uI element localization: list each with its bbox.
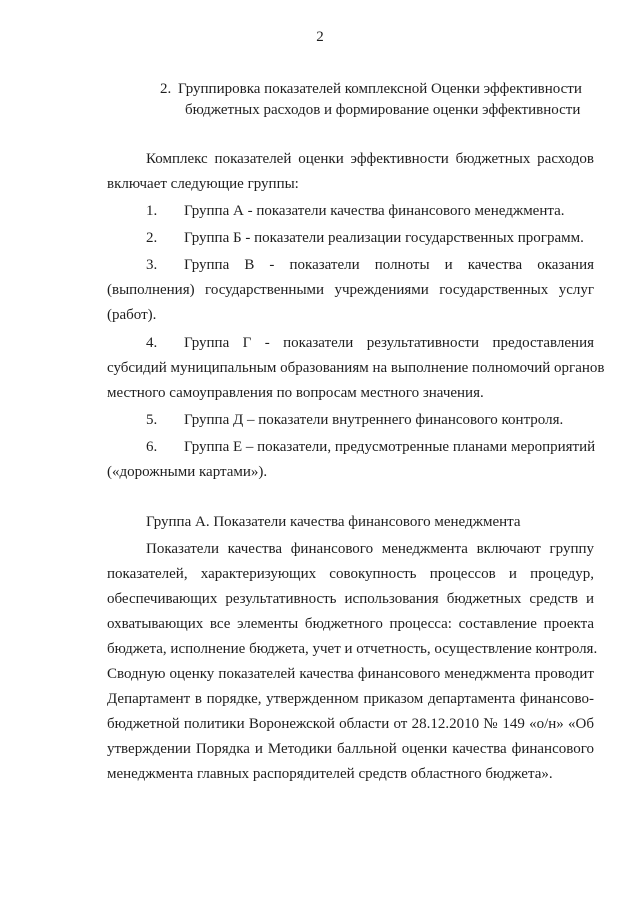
group-2-number: 2.: [146, 230, 158, 246]
intro-line-2: включает следующие группы:: [107, 176, 299, 192]
group-a-paragraph-line-7: Департамент в порядке, утвержденном приказом департамента финансово-: [107, 691, 594, 707]
section-heading-line-1: Группировка показателей комплексной Оценки эффективности: [178, 81, 582, 97]
group-4-text-line-2: субсидий муниципальным образованиям на выполнение полномочий органов: [107, 360, 605, 376]
intro-line-1: Комплекс показателей оценки эффективности бюджетных расходов: [146, 151, 594, 167]
group-a-paragraph-line-6: Сводную оценку показателей качества финансового менеджмента проводит: [107, 666, 594, 682]
group-3-number: 3.: [146, 257, 158, 273]
group-3-text-line-2: (выполнения) государственными учреждениями государственных услуг: [107, 282, 594, 298]
group-4-number: 4.: [146, 335, 158, 351]
group-a-paragraph-line-1: Показатели качества финансового менеджмента включают группу: [146, 541, 594, 557]
group-a-paragraph-line-2: показателей, характеризующих совокупность процессов и процедур,: [107, 566, 594, 582]
group-a-paragraph-line-9: утверждении Порядка и Методики балльной оценки качества финансового: [107, 741, 594, 757]
group-3-text-line-1: Группа В - показатели полноты и качества оказания: [184, 257, 594, 273]
group-a-paragraph-line-4: охватывающих все элементы бюджетного процесса: составление проекта: [107, 616, 594, 632]
group-5-text: Группа Д – показатели внутреннего финансового контроля.: [184, 412, 564, 428]
group-6-text-line-2: («дорожными картами»).: [107, 464, 268, 480]
group-a-paragraph-line-10: менеджмента главных распорядителей средств областного бюджета».: [107, 766, 553, 782]
section-heading-line-2: бюджетных расходов и формирование оценки эффективности: [185, 102, 581, 118]
group-1-number: 1.: [146, 203, 158, 219]
group-a-paragraph-line-3: обеспечивающих результативность использования бюджетных средств и: [107, 591, 594, 607]
group-6-text-line-1: Группа Е – показатели, предусмотренные планами мероприятий: [184, 439, 596, 455]
group-a-paragraph-line-5: бюджета, исполнение бюджета, учет и отчетность, осуществление контроля.: [107, 641, 598, 657]
section-number: 2.: [160, 81, 172, 97]
group-a-title: Группа А. Показатели качества финансового менеджмента: [146, 514, 521, 530]
group-a-paragraph-line-8: бюджетной политики Воронежской области от 28.12.2010 № 149 «о/н» «Об: [107, 716, 594, 732]
group-3-text-line-3: (работ).: [107, 307, 157, 323]
page-number: 2: [316, 29, 324, 45]
group-5-number: 5.: [146, 412, 158, 428]
group-4-text-line-3: местного самоуправления по вопросам местного значения.: [107, 385, 484, 401]
group-6-number: 6.: [146, 439, 158, 455]
group-4-text-line-1: Группа Г - показатели результативности предоставления: [184, 335, 594, 351]
group-2-text: Группа Б - показатели реализации государственных программ.: [184, 230, 584, 246]
group-1-text: Группа А - показатели качества финансового менеджмента.: [184, 203, 565, 219]
